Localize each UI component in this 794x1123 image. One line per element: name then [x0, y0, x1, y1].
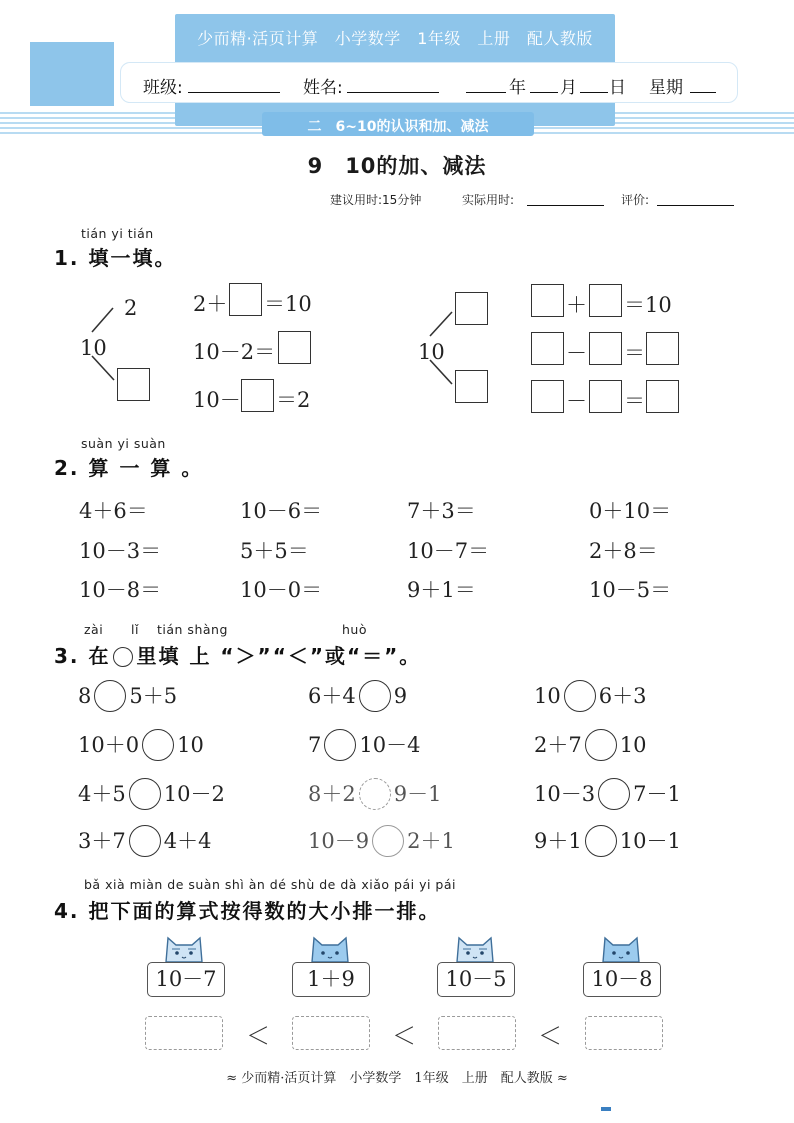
calc-r3c4: 10－5＝	[589, 578, 672, 602]
cmp-right: 10－2	[163, 782, 225, 806]
req3-eq: ＝	[624, 389, 645, 413]
month-label: 月	[560, 78, 577, 98]
cmp-r2c3	[534, 729, 646, 763]
year-field[interactable]	[466, 92, 506, 93]
compare-circle[interactable]	[94, 680, 126, 712]
cmp-right: 4＋4	[163, 829, 212, 853]
cmp-right: 10－4	[359, 733, 421, 757]
class-label: 班级:	[143, 78, 183, 98]
sec3-pinyin-tianshang: tián shàng	[157, 622, 228, 637]
cmp-right: 10－1	[619, 829, 681, 853]
month-field[interactable]	[530, 92, 558, 93]
cmp-r2c1	[78, 729, 204, 763]
actual-time-label: 实际用时:	[462, 193, 515, 207]
calc-r2c4: 2＋8＝	[589, 539, 658, 563]
less-than-sign: ＜	[246, 1022, 270, 1050]
calc-r3c3: 9＋1＝	[407, 578, 476, 602]
tree-root-number: 10	[80, 336, 107, 360]
cmp-left: 10＋0	[78, 733, 140, 757]
cmp-left: 3＋7	[78, 829, 126, 853]
series-title: 少而精·活页计算 小学数学 1年级 上册 配人教版	[197, 29, 593, 48]
name-field[interactable]	[347, 92, 439, 93]
req3-box-b[interactable]	[589, 380, 622, 413]
req2-box-a[interactable]	[531, 332, 564, 365]
calc-r1c3: 7＋3＝	[407, 499, 476, 523]
calc-r2c1: 10－3＝	[79, 539, 162, 563]
cmp-left: 10	[534, 684, 561, 708]
cmp-left: 8＋2	[308, 782, 356, 806]
compare-circle[interactable]	[359, 778, 391, 810]
cmp-r1c1	[78, 680, 177, 714]
class-field[interactable]	[188, 92, 280, 93]
calc-r2c3: 10－7＝	[407, 539, 490, 563]
order-slot-3[interactable]	[438, 1016, 516, 1050]
cat-icon	[451, 932, 499, 964]
expr-card-2: 1＋9	[292, 962, 370, 997]
compare-circle[interactable]	[585, 729, 617, 761]
cmp-r4c2	[308, 825, 455, 859]
expr-card-1: 10－7	[147, 962, 225, 997]
sec3-title	[54, 640, 421, 669]
compare-circle[interactable]	[372, 825, 404, 857]
cat-icon	[306, 932, 354, 964]
cmp-left: 10－9	[308, 829, 370, 853]
calc-r1c1: 4＋6＝	[79, 499, 148, 523]
tree2-root-number: 10	[418, 340, 445, 364]
compare-circle[interactable]	[142, 729, 174, 761]
expr-card-3: 10－5	[437, 962, 515, 997]
corner-block	[30, 42, 114, 106]
tree2-bottom-box[interactable]	[455, 370, 488, 403]
name-label: 姓名:	[303, 78, 343, 98]
sec2-pinyin: suàn yi suàn	[81, 436, 166, 451]
sec1-pinyin: tián yi tián	[81, 226, 154, 241]
suggested-time: 建议用时:15分钟	[330, 193, 422, 207]
actual-time-field[interactable]	[527, 205, 604, 206]
sec3-pinyin-zai: zài	[84, 622, 104, 637]
req1-op: ＋	[566, 293, 587, 317]
cmp-r3c3	[534, 778, 681, 812]
cmp-left: 4＋5	[78, 782, 126, 806]
cmp-right: 2＋1	[407, 829, 455, 853]
req2-box-c[interactable]	[646, 332, 679, 365]
sec2-title: 2. 算 一 算 。	[54, 456, 204, 480]
sec1-title: 1. 填一填。	[54, 246, 177, 270]
req1-box-a[interactable]	[531, 284, 564, 317]
cat-icon	[160, 932, 208, 964]
req2-eq: ＝	[624, 341, 645, 365]
eq3-b: ＝2	[276, 388, 311, 412]
sec4-title: 4. 把下面的算式按得数的大小排一排。	[54, 899, 441, 923]
calc-r2c2: 5＋5＝	[240, 539, 309, 563]
circle-symbol	[113, 647, 133, 667]
cmp-left: 2＋7	[534, 733, 582, 757]
eq1-box[interactable]	[229, 283, 262, 316]
compare-circle[interactable]	[564, 680, 596, 712]
eq1-a: 2＋	[193, 292, 228, 316]
compare-circle[interactable]	[324, 729, 356, 761]
weekday-field[interactable]	[690, 92, 716, 93]
cmp-r2c2	[308, 729, 420, 763]
req3-op: －	[566, 389, 587, 413]
unit-title: 二 6~10的认识和加、减法	[307, 119, 489, 135]
compare-circle[interactable]	[359, 680, 391, 712]
calc-r1c4: 0＋10＝	[589, 499, 672, 523]
req2-op: －	[566, 341, 587, 365]
compare-circle[interactable]	[129, 778, 161, 810]
calc-r1c2: 10－6＝	[240, 499, 323, 523]
day-field[interactable]	[580, 92, 608, 93]
calc-r3c2: 10－0＝	[240, 578, 323, 602]
day-label: 日	[609, 78, 626, 98]
cmp-right: 7－1	[633, 782, 681, 806]
cmp-right: 5＋5	[129, 684, 178, 708]
cmp-right: 6＋3	[598, 684, 647, 708]
rating-field[interactable]	[657, 205, 734, 206]
order-slot-1[interactable]	[145, 1016, 223, 1050]
calc-r3c1: 10－8＝	[79, 578, 162, 602]
page-mark	[601, 1107, 611, 1111]
sec3-pinyin-huo: huò	[342, 622, 367, 637]
expr-card-4: 10－8	[583, 962, 661, 997]
compare-circle[interactable]	[129, 825, 161, 857]
weekday-label: 星期	[649, 78, 683, 98]
eq3-box[interactable]	[241, 379, 274, 412]
tree-branch-up	[92, 308, 113, 332]
tree2-top-box[interactable]	[455, 292, 488, 325]
eq1-b: ＝10	[264, 292, 312, 316]
cmp-left: 7	[308, 733, 322, 757]
order-slot-2[interactable]	[292, 1016, 370, 1050]
cmp-r4c1	[78, 825, 211, 859]
cmp-r1c3	[534, 680, 646, 714]
cmp-r3c1	[78, 778, 225, 812]
tree-branch-up	[430, 312, 452, 336]
req1-box-b[interactable]	[589, 284, 622, 317]
req1-result: ＝10	[624, 293, 672, 317]
cmp-left: 8	[78, 684, 92, 708]
year-label: 年	[509, 78, 526, 98]
sec3-title-pre: 3. 在	[54, 644, 111, 668]
cmp-left: 9＋1	[534, 829, 582, 853]
order-slot-4[interactable]	[585, 1016, 663, 1050]
sec3-pinyin-li: lǐ	[131, 622, 139, 637]
tree-top-number: 2	[124, 296, 138, 320]
req2-box-b[interactable]	[589, 332, 622, 365]
page-footer: ≈ 少而精·活页计算 小学数学 1年级 上册 配人教版 ≈	[226, 1071, 568, 1086]
sec3-title-post: 里填 上 “＞”“＜”或“＝”。	[136, 644, 422, 668]
cmp-r3c2	[308, 778, 441, 812]
cmp-right: 10	[177, 733, 204, 757]
sec4-pinyin: bǎ xià miàn de suàn shì àn dé shù de dà xiǎo pái yi pái	[84, 877, 457, 892]
less-than-sign: ＜	[538, 1022, 562, 1050]
cmp-r1c2	[308, 680, 407, 714]
info-card	[120, 62, 738, 103]
tree-answer-box[interactable]	[117, 368, 150, 401]
cat-icon	[597, 932, 645, 964]
eq2-a: 10－2＝	[193, 340, 276, 364]
cmp-right: 9	[393, 684, 408, 708]
eq2-box[interactable]	[278, 331, 311, 364]
cmp-left: 10－3	[534, 782, 596, 806]
cmp-left: 6＋4	[308, 684, 356, 708]
lesson-title: 9 10的加、减法	[307, 154, 487, 178]
rating-label: 评价:	[621, 193, 650, 207]
compare-circle[interactable]	[598, 778, 630, 810]
cmp-right: 10	[619, 733, 647, 757]
req3-box-a[interactable]	[531, 380, 564, 413]
cmp-right: 9－1	[393, 782, 442, 806]
eq3-a: 10－	[193, 388, 241, 412]
cmp-r4c3	[534, 825, 681, 859]
req3-box-c[interactable]	[646, 380, 679, 413]
compare-circle[interactable]	[585, 825, 617, 857]
less-than-sign: ＜	[392, 1022, 416, 1050]
